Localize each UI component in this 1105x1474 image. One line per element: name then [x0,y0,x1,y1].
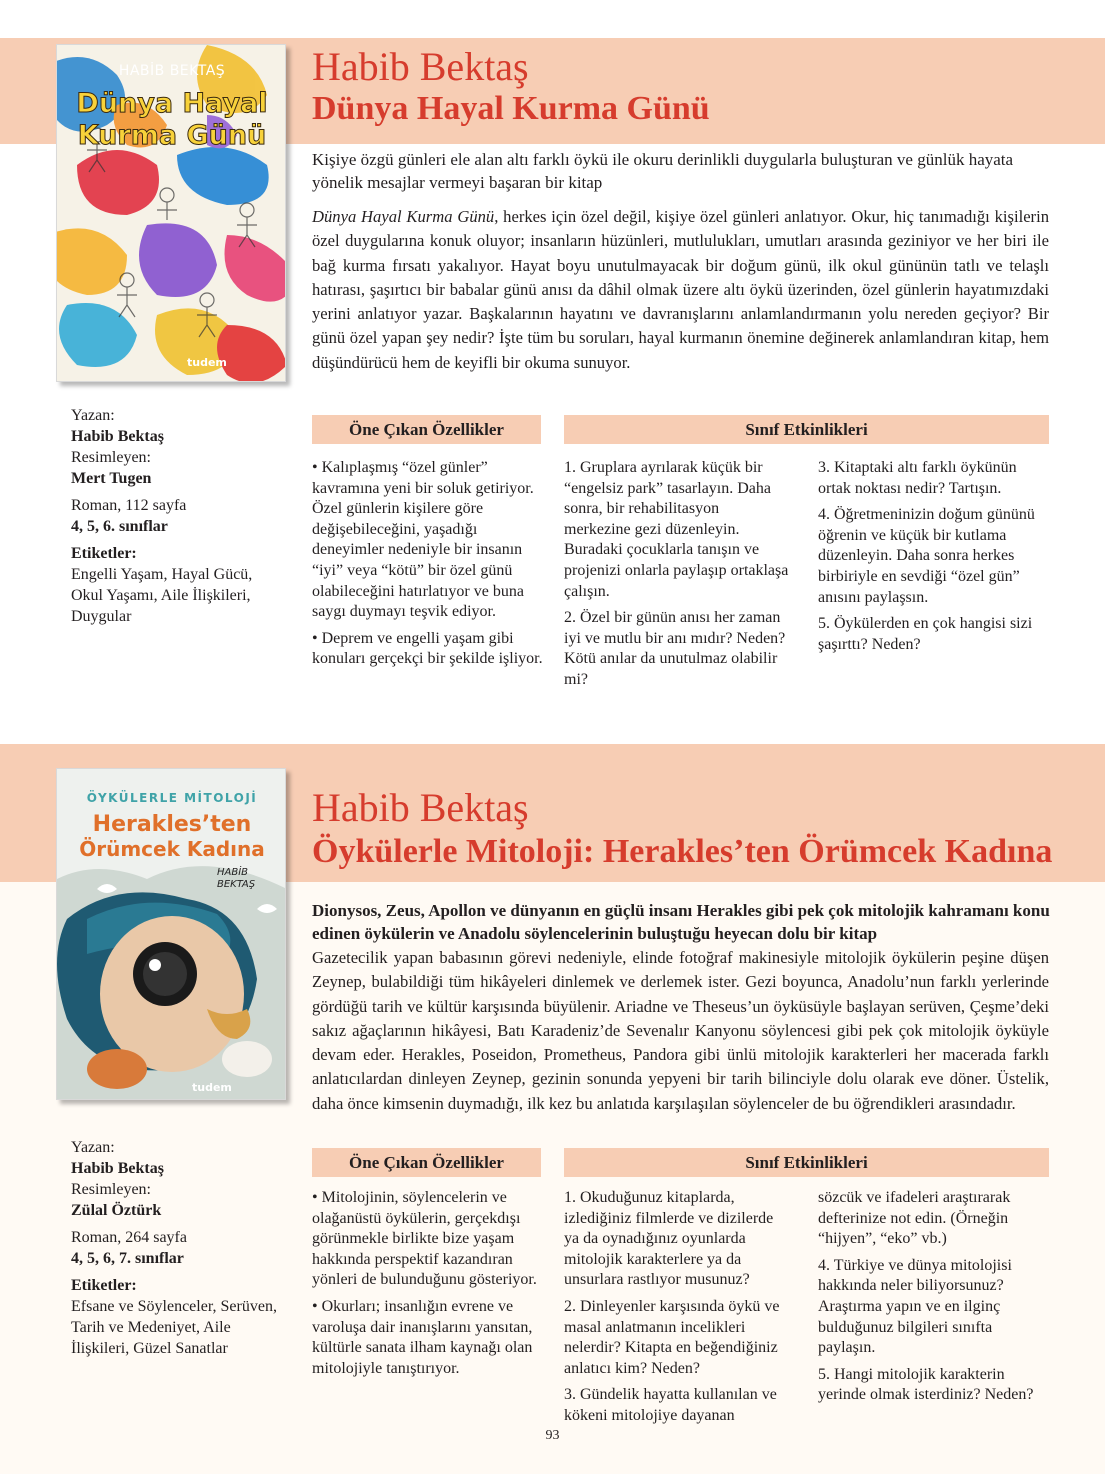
page-number: 93 [545,1428,560,1443]
cover-title-line2: Örümcek Kadına [79,837,265,861]
description-italic: Dünya Hayal Kurma Günü [312,207,495,226]
illustrator: Zülal Öztürk [71,1202,162,1219]
activity-item: 3. Kitaptaki altı farklı öykünün ortak noktası nedir? Tartışın. [818,459,1017,497]
grades: 4, 5, 6. sınıflar [71,518,168,535]
activities-col2 [818,458,1048,661]
cover-series: ÖYKÜLERLE MİTOLOJİ [86,791,258,805]
book-subtitle: Kişiye özgü günleri ele alan altı farklı öykü ile okuru derinlikli duygularla buluşturan ve günlük hayata yönelik mesajlar vermeyi başaran bir kitap [312,150,1014,192]
author-name: Habib Bektaş [312,44,529,89]
activity-item: 1. Okuduğunuz kitaplarda, izlediğiniz filmlerde ve dizilerde ya da oynadığınız oyunlarda mitolojik karakterlere ya da unsurlara rastlıyor musunuz? [564,1189,774,1289]
illustrator: Mert Tugen [71,470,152,487]
feature-item: • Mitolojinin, söylencelerin ve olağanüstü öykülerin, gerçekdışı görünmekle birlikte bize yaşam hakkında perspektif kazandıran yönleri de bulunduğunu gösteriyor. [312,1189,537,1289]
book-title: Öykülerle Mitoloji: Herakles’ten Örümcek Kadına [312,833,1053,870]
writer-label: Yazan: [71,1139,115,1156]
tags: Efsane ve Söylenceler, Serüven, Tarih ve Medeniyet, Aile İlişkileri, Güzel Sanatlar [71,1298,277,1357]
book-cover [56,768,286,1100]
cover-publisher-logo: tudem [187,356,227,369]
activity-item: 4. Öğretmeninizin doğum gününü öğrenin ve küçük bir kutlama düzenleyin. Daha sonra herkes birbiriyle en sevdiği “özel gün” anısını paylaşsın. [818,506,1035,606]
tags: Engelli Yaşam, Hayal Gücü, Okul Yaşamı, Aile İlişkileri, Duygular [71,566,253,625]
format: Roman, 264 sayfa [71,1229,187,1246]
book-subtitle: Dionysos, Zeus, Apollon ve dünyanın en güçlü insanı Herakles gibi pek çok mitolojik kahramanı konu edinen öykülerin ve Anadolu söylencelerinin buluştuğu heyecan dolu bir kitap [312,901,1050,943]
writer-label: Yazan: [71,407,115,424]
activity-item: 2. Dinleyenler karşısında öykü ve masal anlatmanın incelikleri nelerdir? Kitapta en beğendiğiniz anlatıcı kim? Neden? [564,1297,780,1377]
cover-author: HABİB BEKTAŞ [118,63,226,79]
features-list [312,458,548,676]
cover-author: HABİB BEKTAŞ [217,867,256,890]
activity-item: 5. Öykülerden en çok hangisi sizi şaşırttı? Neden? [818,615,1033,653]
tags-label: Etiketler: [71,545,137,562]
format: Roman, 112 sayfa [71,497,187,514]
book-meta [71,1137,286,1359]
book-meta [71,405,286,627]
activities-header: Sınıf Etkinlikleri [564,1148,1049,1177]
activity-item: 3. Gündelik hayatta kullanılan ve kökeni mitolojiye dayanan [564,1386,777,1424]
activities-col1 [564,458,789,697]
cover-title-line1: Dünya Hayal [76,88,268,119]
writer: Habib Bektaş [71,428,164,445]
writer: Habib Bektaş [71,1160,164,1177]
features-header: Öne Çıkan Özellikler [312,1148,541,1177]
book-description [312,946,1049,1116]
book-title: Dünya Hayal Kurma Günü [312,90,710,127]
features-header: Öne Çıkan Özellikler [312,415,541,444]
illustrator-label: Resimleyen: [71,1181,151,1198]
feature-item: • Kalıplaşmış “özel günler” kavramına yeni bir soluk getiriyor. Özel günlerin kişilere göre değişebileceğini, yaşadığı deneyimler nedeniyle bir insanın “iyi” veya “kötü” bir özel günü olabileceğini hatırlatıyor ve buna saygı duymayı teşvik ediyor. [312,459,534,621]
activity-item: sözcük ve ifadeleri araştırarak defterinize not edin. (Örneğin “hijyen”, “eko” vb.) [818,1189,1011,1248]
book-description [312,205,1049,375]
feature-item: • Deprem ve engelli yaşam gibi konuları gerçekçi bir şekilde işliyor. [312,629,543,668]
cover-publisher-logo: tudem [192,1081,232,1094]
description-text: , herkes için özel değil, kişiye özel günleri anlatıyor. Okur, hiç tanımadığı kişilerin özel duygularına konuk oluyor; insanların hüzünleri, mutlulukları, umutları arasında geziniyor ve her biri ile bağ kurma fırsatı yakalıyor. Hayat boyu unutulmayacak bir doğum günü, ilk okul gününün tatlı ve telaşlı hatırası, şaşırtıcı bir babalar günü anısı da dâhil olmak üzere altı öykü üzerinden, özel günlerin hayatımızdaki yerini anlatıyor yazar. Başkalarının hayatını ve davranışlarını anlamlandırmanın yolu nereden geçiyor? Bir günü özel yapan şey nedir? İşte tüm bu soruları, hayal kurmanın önemine değinerek anlamlandıran kitap, hem düşündürücü hem de keyifli bir okuma sunuyor. [312,207,1049,372]
tags-label: Etiketler: [71,1277,137,1294]
features-list [312,1188,548,1385]
illustrator-label: Resimleyen: [71,449,151,466]
cover-title-line2: Kurma Günü [77,120,267,151]
cover-title-line1: Herakles’ten [92,812,252,837]
feature-item: • Okurları; insanlığın evrene ve varoluşa dair inanışlarını yansıtan, kültürle sanata ilham kaynağı olan mitolojiyle tanıştırıyor. [312,1297,533,1377]
book-cover [56,44,286,382]
activity-item: 5. Hangi mitolojik karakterin yerinde olmak isterdiniz? Neden? [818,1365,1034,1404]
grades: 4, 5, 6, 7. sınıflar [71,1250,184,1267]
activity-item: 2. Özel bir günün anısı her zaman iyi ve mutlu bir anı mıdır? Neden? Kötü anılar da unutulmaz olabilir mi? [564,609,786,688]
description-text: Gazetecilik yapan babasının görevi nedeniyle, elinde fotoğraf makinesiyle mitolojik öykülerin peşine düşen Zeynep, bulabildiği tüm hikâyeleri dinlemek ve derlemek ister. Gezi boyunca, Anadolu’nun farklı yerlerinde gördüğü tarih ve kültür karşısında büyülenir. Ariadne ve Theseus’un öyküsüyle başlayan serüven, Çeşme’deki sakız ağaçlarının hikâyesi, Batı Karadeniz’de Sevenalır Kanyonu söylencesi gibi pek çok mitolojik öyküyle devam eder. Herakles, Poseidon, Prometheus, Pandora gibi ünlü mitolojik karakterleri her macerada farklı anlatıcılardan dinleyen Zeynep, gezinin sonunda yepyeni bir tarih bilinciyle dolu olarak eve döner. Üstelik, daha önce kimsenin duymadığı, ilk kez bu anlatıda karşılaşılan söylenceler de bu öğrendikleri arasındadır. [312,948,1049,1113]
activities-header: Sınıf Etkinlikleri [564,415,1049,444]
book-section-1 [0,0,1105,728]
author-name: Habib Bektaş [312,785,529,830]
activity-item: 1. Gruplara ayrılarak küçük bir “engelsiz park” tasarlayın. Daha sonra, bir rehabilitasyon merkezine gezi düzenleyin. Buradaki çocuklarla tanışın ve projenizi onlarla paylaşıp ortaklaşa çalışın. [564,459,789,600]
activity-item: 4. Türkiye ve dünya mitolojisi hakkında neler biliyorsunuz? Araştırma yapın ve en ilginç bulduğunuz bilgileri sınıfta paylaşın. [818,1256,1012,1357]
activities-col2 [818,1188,1048,1412]
activities-col1 [564,1188,789,1433]
book-section-2 [0,744,1105,1474]
